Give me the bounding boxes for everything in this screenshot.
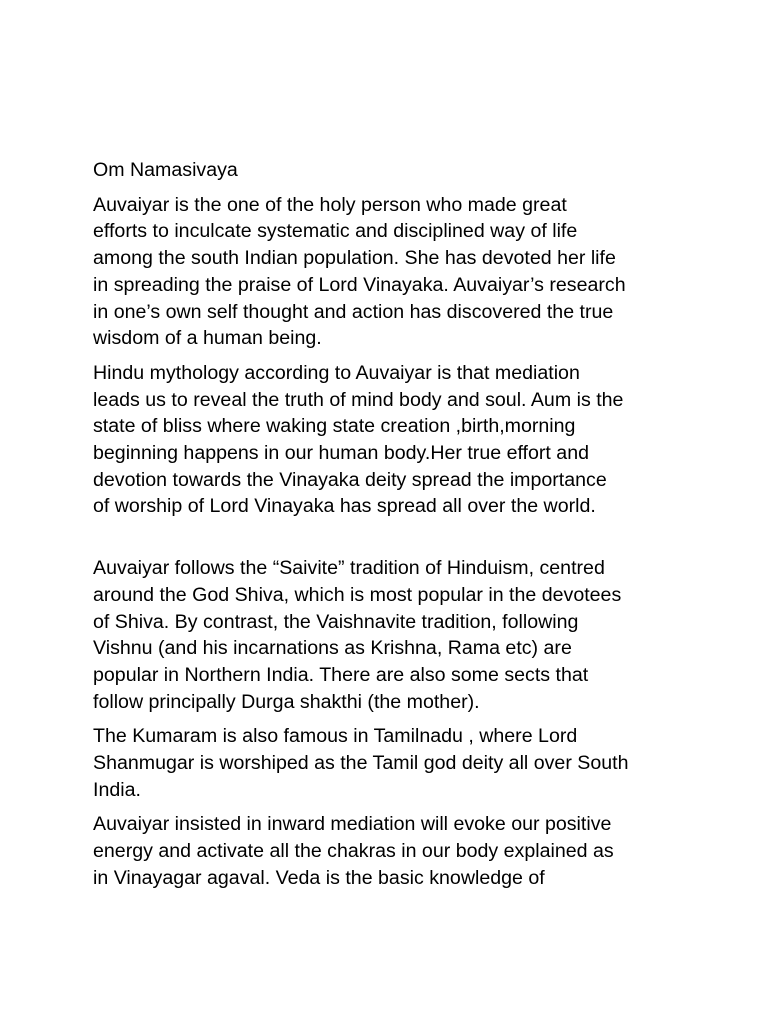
paragraph-auvaiyar-intro: Auvaiyar is the one of the holy person who made great efforts to inculcate systematic and disciplined way of life among the south Indian population. She has devoted her life in spreading the praise of Lord Vinayaka. Auvaiyar’s research in one’s own self thought and action has discovered the true wisdom of a human being. bbox=[93, 193, 626, 350]
paragraph-kumaram: The Kumaram is also famous in Tamilnadu , where Lord Shanmugar is worshiped as the Tamil god deity all over South India. bbox=[93, 725, 629, 801]
document-body bbox=[93, 157, 683, 900]
document-heading: Om Namasivaya bbox=[93, 159, 238, 181]
paragraph-inward-mediation: Auvaiyar insisted in inward mediation will evoke our positive energy and activate all the chakras in our body explained as in Vinayagar agaval. Veda is the basic knowledge of bbox=[93, 813, 614, 889]
paragraph-hindu-mythology: Hindu mythology according to Auvaiyar is that mediation leads us to reveal the truth of mind body and soul. Aum is the state of bliss where waking state creation ,birth,morning beginning happens in our human body.Her true effort and devotion towards the Vinayaka deity spread the importance of worship of Lord Vinayaka has spread all over the world. bbox=[93, 361, 624, 518]
paragraph-saivite-tradition: Auvaiyar follows the “Saivite” tradition of Hinduism, centred around the God Shiva, which is most popular in the devotees of Shiva. By contrast, the Vaishnavite tradition, following Vishnu (and his incarnations as Krishna, Rama etc) are popular in Northern India. There are also some sects that follow principally Durga shakthi (the mother). bbox=[93, 557, 622, 713]
